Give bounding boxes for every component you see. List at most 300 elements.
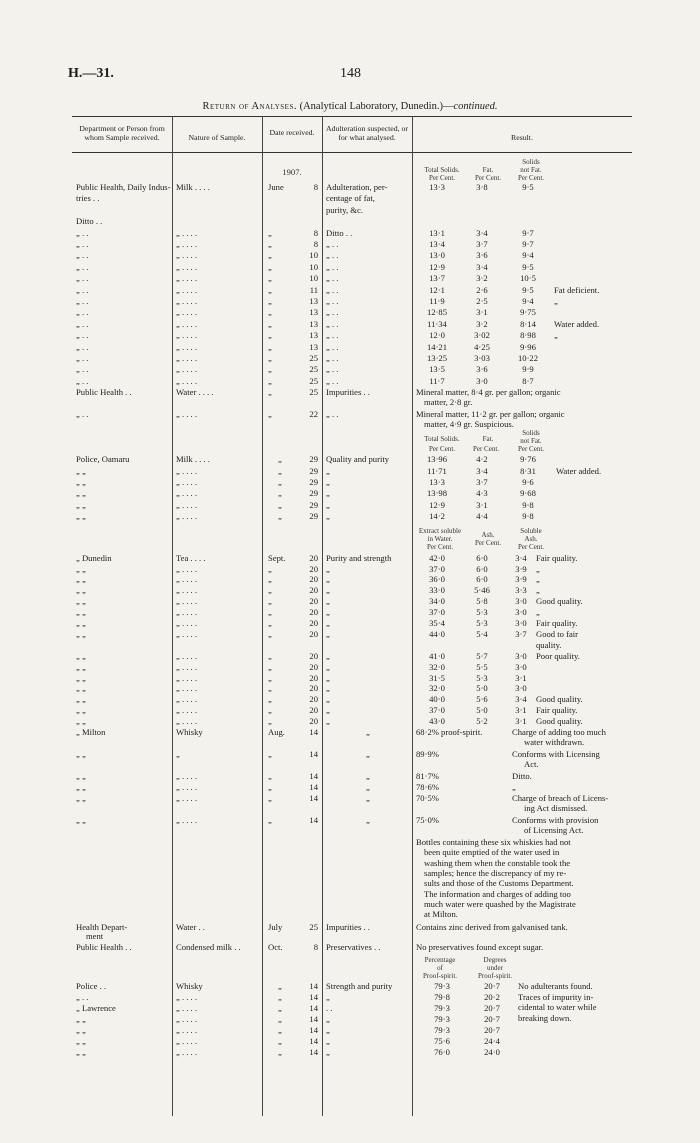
date-month: „	[268, 284, 272, 295]
dept-cell: Public Health . .	[76, 387, 132, 398]
subhead-total-solids: Per Cent.	[428, 174, 456, 182]
adulteration-cell: „ . .	[326, 341, 339, 352]
soluble-ash: 3·1	[515, 716, 527, 727]
degrees-under: 20·2	[484, 992, 500, 1003]
date-day: 20	[309, 683, 318, 694]
date-month: „	[268, 705, 272, 716]
adulteration-cell: Purity and strength	[326, 552, 392, 563]
soluble-ash: 3·0	[515, 607, 527, 618]
date-month: „	[268, 273, 272, 284]
solids-not-fat: 9·8	[522, 499, 534, 510]
date-day: 25	[309, 375, 318, 386]
dept-cell: „ . .	[76, 992, 89, 1003]
table-row	[72, 1036, 632, 1046]
subhead-degrees-under: under	[487, 964, 503, 973]
proof-spirit: 81·7%	[416, 771, 439, 781]
ash: 5·8	[476, 596, 488, 607]
dept-cell: „ „	[76, 672, 86, 683]
table-row	[72, 825, 632, 835]
total-solids: 12·9	[429, 261, 445, 272]
table-row	[72, 1025, 632, 1035]
remark: Fair quality.	[536, 552, 578, 563]
dept-cell: „ . .	[76, 261, 89, 272]
dept-cell: Ditto . .	[76, 216, 103, 227]
adulteration-cell: „	[326, 672, 330, 683]
table-row	[72, 319, 632, 329]
date-month: June	[268, 182, 284, 192]
ash: 5·4	[476, 628, 488, 639]
analyses-table	[72, 116, 632, 1116]
date-month: „	[268, 330, 272, 341]
subhead-soluble-ash: Soluble	[520, 526, 542, 535]
soluble-ash: 3·0	[515, 683, 527, 694]
table-row	[72, 803, 632, 813]
proof-percentage: 79·3	[434, 1025, 450, 1036]
total-solids: 14·21	[426, 341, 448, 352]
date-day: 20	[309, 563, 318, 574]
fat: 4·4	[476, 511, 488, 522]
adulteration-cell: „	[326, 488, 330, 499]
table-row	[72, 878, 632, 888]
date-day: 14	[309, 727, 318, 737]
table-row	[72, 651, 632, 661]
table-row	[72, 205, 632, 215]
dept-cell: „ „	[76, 585, 86, 596]
date-day: 29	[309, 488, 318, 499]
total-solids: 13·7	[429, 273, 445, 284]
table-row	[72, 419, 632, 429]
ash: 5·0	[476, 705, 488, 716]
date-month: „	[268, 261, 272, 272]
adulteration-cell: „ . .	[326, 261, 339, 272]
dept-cell: „ Lawrence	[76, 1003, 116, 1014]
whisky-note-line: much water were quashed by the Magistrate	[424, 898, 576, 909]
date-day: 8	[313, 227, 318, 238]
table-row	[72, 629, 632, 639]
ash: 5·5	[476, 661, 488, 672]
title-cont: continued.	[453, 101, 498, 112]
adulteration-cell: „ . .	[326, 364, 339, 375]
table-row	[72, 815, 632, 825]
date-month: „	[268, 793, 272, 803]
result-text: Mineral matter, 11·2 gr. per gallon; organic	[416, 409, 565, 420]
adulteration-cell: „	[326, 585, 330, 596]
dept-cell: „ „	[76, 499, 86, 510]
remark: Fair quality.	[536, 618, 578, 628]
table-row	[72, 466, 632, 476]
total-solids: 11·9	[429, 296, 445, 306]
subhead-extract: Per Cent.	[426, 542, 454, 551]
table-row	[72, 782, 632, 792]
adulteration-cell: „ . .	[326, 284, 339, 295]
nature-cell: „ . . . .	[176, 477, 198, 487]
whisky-note-line: samples; hence the discrepancy of my re-	[424, 867, 567, 878]
subhead-fat: Fat.	[482, 166, 494, 174]
subhead-degrees-under: Proof-spirit.	[477, 972, 513, 981]
subhead-ash: Ash.	[481, 530, 495, 539]
whisky-note-line: sults and those of the Customs Department.	[424, 878, 574, 889]
adulteration-cell: . .	[326, 1003, 333, 1014]
table-row	[72, 553, 632, 563]
page-title	[0, 101, 700, 112]
fat: 3·6	[476, 364, 488, 375]
remark: „	[536, 607, 540, 618]
nature-cell: „ . . . .	[176, 330, 198, 341]
ash: 6·0	[476, 563, 488, 574]
table-row	[72, 771, 632, 781]
col-header-result: Result.	[511, 133, 533, 142]
nature-cell: Whisky	[176, 981, 203, 992]
adulteration-cell: Ditto . .	[326, 227, 353, 238]
extract: 32·0	[429, 661, 445, 672]
nature-cell: „ . . . .	[176, 992, 198, 1003]
date-month: „	[268, 239, 272, 249]
dept-cell: „ „	[76, 596, 86, 607]
nature-cell: „ . . . .	[176, 661, 198, 672]
nature-cell: „ . . . .	[176, 364, 198, 375]
dept-cell: ment	[86, 931, 104, 942]
date-day: 14	[309, 1025, 318, 1036]
date-day: 14	[309, 992, 318, 1003]
dept-cell: Public Health, Daily Indus-	[76, 182, 171, 192]
total-solids: 13·25	[426, 353, 448, 363]
date-month: „	[278, 477, 282, 487]
dept-cell: „ . .	[76, 284, 89, 295]
adulteration-cell: „ . .	[326, 296, 339, 306]
nature-cell: „ . . . .	[176, 1014, 198, 1025]
adulteration-cell: „	[326, 1036, 330, 1047]
table-row	[72, 574, 632, 584]
table-row	[72, 285, 632, 295]
adulteration-cell: „	[326, 683, 330, 694]
soluble-ash: 3·0	[515, 618, 527, 628]
date-day: 20	[309, 618, 318, 628]
soluble-ash: 3·9	[515, 574, 527, 585]
date-month: „	[268, 375, 272, 386]
date-day: 20	[309, 596, 318, 607]
nature-cell: „ . . . .	[176, 1003, 198, 1014]
table-row	[72, 694, 632, 704]
table-row	[72, 387, 632, 397]
table-row	[72, 596, 632, 606]
subhead-proof-percentage: Percentage	[424, 956, 456, 965]
table-row	[72, 273, 632, 283]
table-row	[72, 737, 632, 747]
result-text: No preservatives found except sugar.	[416, 942, 544, 953]
table-row	[72, 705, 632, 715]
subhead-fat: Per Cent.	[474, 174, 502, 182]
date-day: 13	[309, 330, 318, 341]
adulteration-cell: „	[326, 705, 330, 716]
solids-not-fat: 9·5	[522, 261, 534, 272]
adulteration-cell: „ . .	[326, 307, 339, 318]
date-day: 20	[309, 552, 318, 563]
date-month: „	[268, 409, 272, 420]
table-row	[72, 662, 632, 672]
dept-cell: „ „	[76, 793, 86, 803]
date-month: „	[268, 563, 272, 574]
date-month: „	[278, 465, 282, 476]
adulteration-cell: „	[326, 465, 330, 476]
date-month: „	[268, 607, 272, 618]
extract: 37·0	[429, 563, 445, 574]
nature-cell: „ . . . .	[176, 694, 198, 705]
date-month: „	[278, 499, 282, 510]
adulteration-cell: „	[326, 650, 330, 661]
subhead-solids-not-fat: Solids	[522, 429, 540, 438]
table-row	[72, 909, 632, 919]
date-month: „	[278, 981, 282, 992]
subhead-fat: Fat.	[482, 435, 494, 444]
nature-cell: „ . . . .	[176, 375, 198, 386]
table-row	[72, 683, 632, 693]
dept-cell: Police . .	[76, 981, 107, 992]
adulteration-cell: „	[326, 1014, 330, 1025]
soluble-ash: 3·9	[515, 563, 527, 574]
date-day: 13	[309, 318, 318, 329]
total-solids: 13·98	[426, 488, 448, 499]
date-day: 14	[309, 749, 318, 759]
date-month: „	[268, 815, 272, 825]
dept-cell: „ „	[76, 607, 86, 618]
extract: 31·5	[429, 672, 445, 683]
date-month: Aug.	[268, 727, 285, 737]
remark: Ditto.	[512, 771, 532, 781]
total-solids: 13·1	[429, 227, 445, 238]
dept-cell: „ „	[76, 683, 86, 694]
adulteration-cell: Impurities . .	[326, 922, 370, 933]
date-month: „	[268, 318, 272, 329]
date-day: 25	[309, 922, 318, 933]
subhead-solids-not-fat: Per Cent.	[517, 174, 545, 182]
date-day: 25	[309, 353, 318, 363]
nature-cell: „ . . . .	[176, 511, 198, 522]
table-row	[72, 868, 632, 878]
table-row	[72, 618, 632, 628]
extract: 37·0	[429, 607, 445, 618]
nature-cell: „ . . . .	[176, 318, 198, 329]
remark: Fair quality.	[536, 705, 578, 716]
subhead-extract: Extract soluble	[418, 526, 462, 535]
solids-not-fat: 9·7	[522, 239, 534, 249]
nature-cell: „ . . . .	[176, 1047, 198, 1058]
nature-cell: „ . . . .	[176, 628, 198, 639]
remark: „	[536, 574, 540, 585]
dept-cell: „ „	[76, 1047, 86, 1058]
nature-cell: „ . . . .	[176, 273, 198, 284]
remark: Conforms with provision	[512, 815, 599, 825]
table-row	[72, 250, 632, 260]
nature-cell: „ . . . .	[176, 261, 198, 272]
remark: „	[554, 330, 558, 341]
degrees-under: 24·0	[484, 1047, 500, 1058]
nature-cell: „ . . . .	[176, 341, 198, 352]
solids-not-fat: 8·31	[520, 465, 536, 476]
subhead-solids-not-fat: Solids	[522, 158, 540, 166]
table-row	[72, 585, 632, 595]
date-day: 25	[309, 387, 318, 398]
extract: 35·4	[429, 618, 445, 628]
subhead-extract: in Water.	[427, 534, 453, 543]
fat: 3·4	[476, 465, 488, 476]
solids-not-fat: 9·4	[522, 296, 534, 306]
solids-not-fat: 9·4	[522, 250, 534, 261]
police-whisky-note-line: cidental to water while	[518, 1002, 597, 1013]
dept-cell: „ . .	[76, 375, 89, 386]
soluble-ash: 3·7	[515, 628, 527, 639]
whisky-note-line: washing them when the constable took the	[424, 857, 571, 868]
dept-cell: „ . .	[76, 353, 89, 363]
proof-spirit: 68·2% proof-spirit.	[416, 727, 483, 737]
table-row	[72, 1047, 632, 1057]
dept-cell: „ „	[76, 563, 86, 574]
ash: 6·0	[476, 574, 488, 585]
table-row	[72, 182, 632, 192]
date-month: „	[268, 596, 272, 607]
police-whisky-note-line: Traces of impurity in-	[518, 991, 594, 1002]
solids-not-fat: 10·5	[520, 273, 536, 284]
total-solids: 12·1	[429, 284, 445, 295]
adulteration-cell: „	[366, 793, 370, 803]
dept-cell: „ Milton	[76, 727, 106, 737]
date-month: „	[268, 296, 272, 306]
dept-cell: „ . .	[76, 318, 89, 329]
ash: 5·7	[476, 650, 488, 661]
solids-not-fat: 9·76	[520, 454, 536, 465]
solids-not-fat: 9·6	[522, 477, 534, 487]
solids-not-fat: 9·75	[520, 307, 536, 318]
date-day: 20	[309, 607, 318, 618]
fat: 4·3	[476, 488, 488, 499]
solids-not-fat: 9·5	[522, 284, 534, 295]
degrees-under: 24·4	[484, 1036, 500, 1047]
fat: 3·4	[476, 227, 488, 238]
dept-cell: „ . .	[76, 341, 89, 352]
remark: Good quality.	[536, 596, 583, 607]
total-solids: 13·5	[429, 364, 445, 375]
adulteration-cell: „	[326, 716, 330, 727]
date-month: „	[278, 454, 282, 465]
subhead-ash: Per Cent.	[474, 538, 502, 547]
whisky-note-line: The information and charges of adding too	[424, 888, 571, 899]
dept-cell: „ „	[76, 511, 86, 522]
proof-percentage: 75·6	[434, 1036, 450, 1047]
fat: 3·2	[476, 273, 488, 284]
result-text: matter, 2·8 gr.	[424, 397, 473, 408]
remark: quality.	[536, 639, 562, 650]
adulteration-cell: „	[326, 992, 330, 1003]
subhead-soluble-ash: Ash.	[524, 534, 538, 543]
subhead-unit: Per Cent.	[428, 445, 456, 454]
fat: 3·03	[474, 353, 490, 363]
solids-not-fat: 8·14	[520, 318, 536, 329]
ash: 5·46	[474, 585, 490, 596]
dept-cell: „ . .	[76, 364, 89, 375]
col-header-nature: Nature of Sample.	[188, 133, 246, 142]
table-row	[72, 397, 632, 407]
adulteration-cell: „	[326, 618, 330, 628]
fat: 3·7	[476, 477, 488, 487]
nature-cell: „ . . . .	[176, 607, 198, 618]
date-day: 20	[309, 628, 318, 639]
table-row	[72, 607, 632, 617]
date-month: „	[268, 650, 272, 661]
subhead-proof-percentage: Proof-spirit.	[422, 972, 458, 981]
table-row	[72, 727, 632, 737]
date-day: 8	[313, 239, 318, 249]
table-row	[72, 640, 632, 650]
total-solids: 12·85	[426, 307, 448, 318]
nature-cell: „ . . . .	[176, 296, 198, 306]
dept-cell: „ „	[76, 705, 86, 716]
result-text: Contains zinc derived from galvanised tank.	[416, 922, 568, 933]
table-row	[72, 477, 632, 487]
dept-cell: „ „	[76, 1036, 86, 1047]
date-day: 14	[309, 1036, 318, 1047]
adulteration-cell: „	[326, 1025, 330, 1036]
dept-cell: „ „	[76, 782, 86, 792]
solids-not-fat: 9·96	[520, 341, 536, 352]
table-row	[72, 330, 632, 340]
dept-cell: „ . .	[76, 273, 89, 284]
table-row	[72, 500, 632, 510]
date-month: „	[268, 749, 272, 759]
solids-not-fat: 9·9	[522, 364, 534, 375]
soluble-ash: 3·0	[515, 661, 527, 672]
subhead-soluble-ash: Per Cent.	[517, 542, 545, 551]
nature-cell: „ . . . .	[176, 782, 198, 792]
date-day: 20	[309, 585, 318, 596]
date-month: „	[268, 716, 272, 727]
date-day: 14	[309, 793, 318, 803]
remark: Act.	[524, 759, 539, 769]
dept-cell: Police, Oamaru	[76, 454, 130, 465]
table-row	[72, 488, 632, 498]
soluble-ash: 3·3	[515, 585, 527, 596]
nature-cell: Tea . . . .	[176, 552, 206, 563]
date-day: 20	[309, 574, 318, 585]
remark: Good to fair	[536, 628, 579, 639]
date-day: 13	[309, 296, 318, 306]
dept-cell: „ „	[76, 661, 86, 672]
dept-cell: „ . .	[76, 409, 89, 420]
subhead-proof-percentage: of	[437, 964, 443, 973]
nature-cell: „ . . . .	[176, 353, 198, 363]
dept-cell: „ „	[76, 618, 86, 628]
nature-cell: Water . . . .	[176, 387, 214, 398]
soluble-ash: 3·0	[515, 650, 527, 661]
date-day: 29	[309, 499, 318, 510]
nature-cell: „ . . . .	[176, 672, 198, 683]
subhead-solids-not-fat: not Fat.	[520, 437, 542, 446]
table-row	[72, 353, 632, 363]
title-main: Return of Analyses.	[202, 101, 297, 112]
table-row	[72, 216, 632, 226]
table-row	[72, 931, 632, 941]
table-row	[72, 858, 632, 868]
date-day: 14	[309, 981, 318, 992]
date-month: „	[278, 1047, 282, 1058]
date-month: „	[268, 227, 272, 238]
adulteration-cell: Impurities . .	[326, 387, 370, 398]
remark: Water added.	[554, 318, 600, 329]
date-day: 14	[309, 771, 318, 781]
result-text: matter, 4·9 gr. Suspicious.	[424, 419, 514, 430]
col-header-date: Date received.	[269, 128, 315, 137]
table-row	[72, 673, 632, 683]
date-day: 20	[309, 716, 318, 727]
date-day: 13	[309, 341, 318, 352]
